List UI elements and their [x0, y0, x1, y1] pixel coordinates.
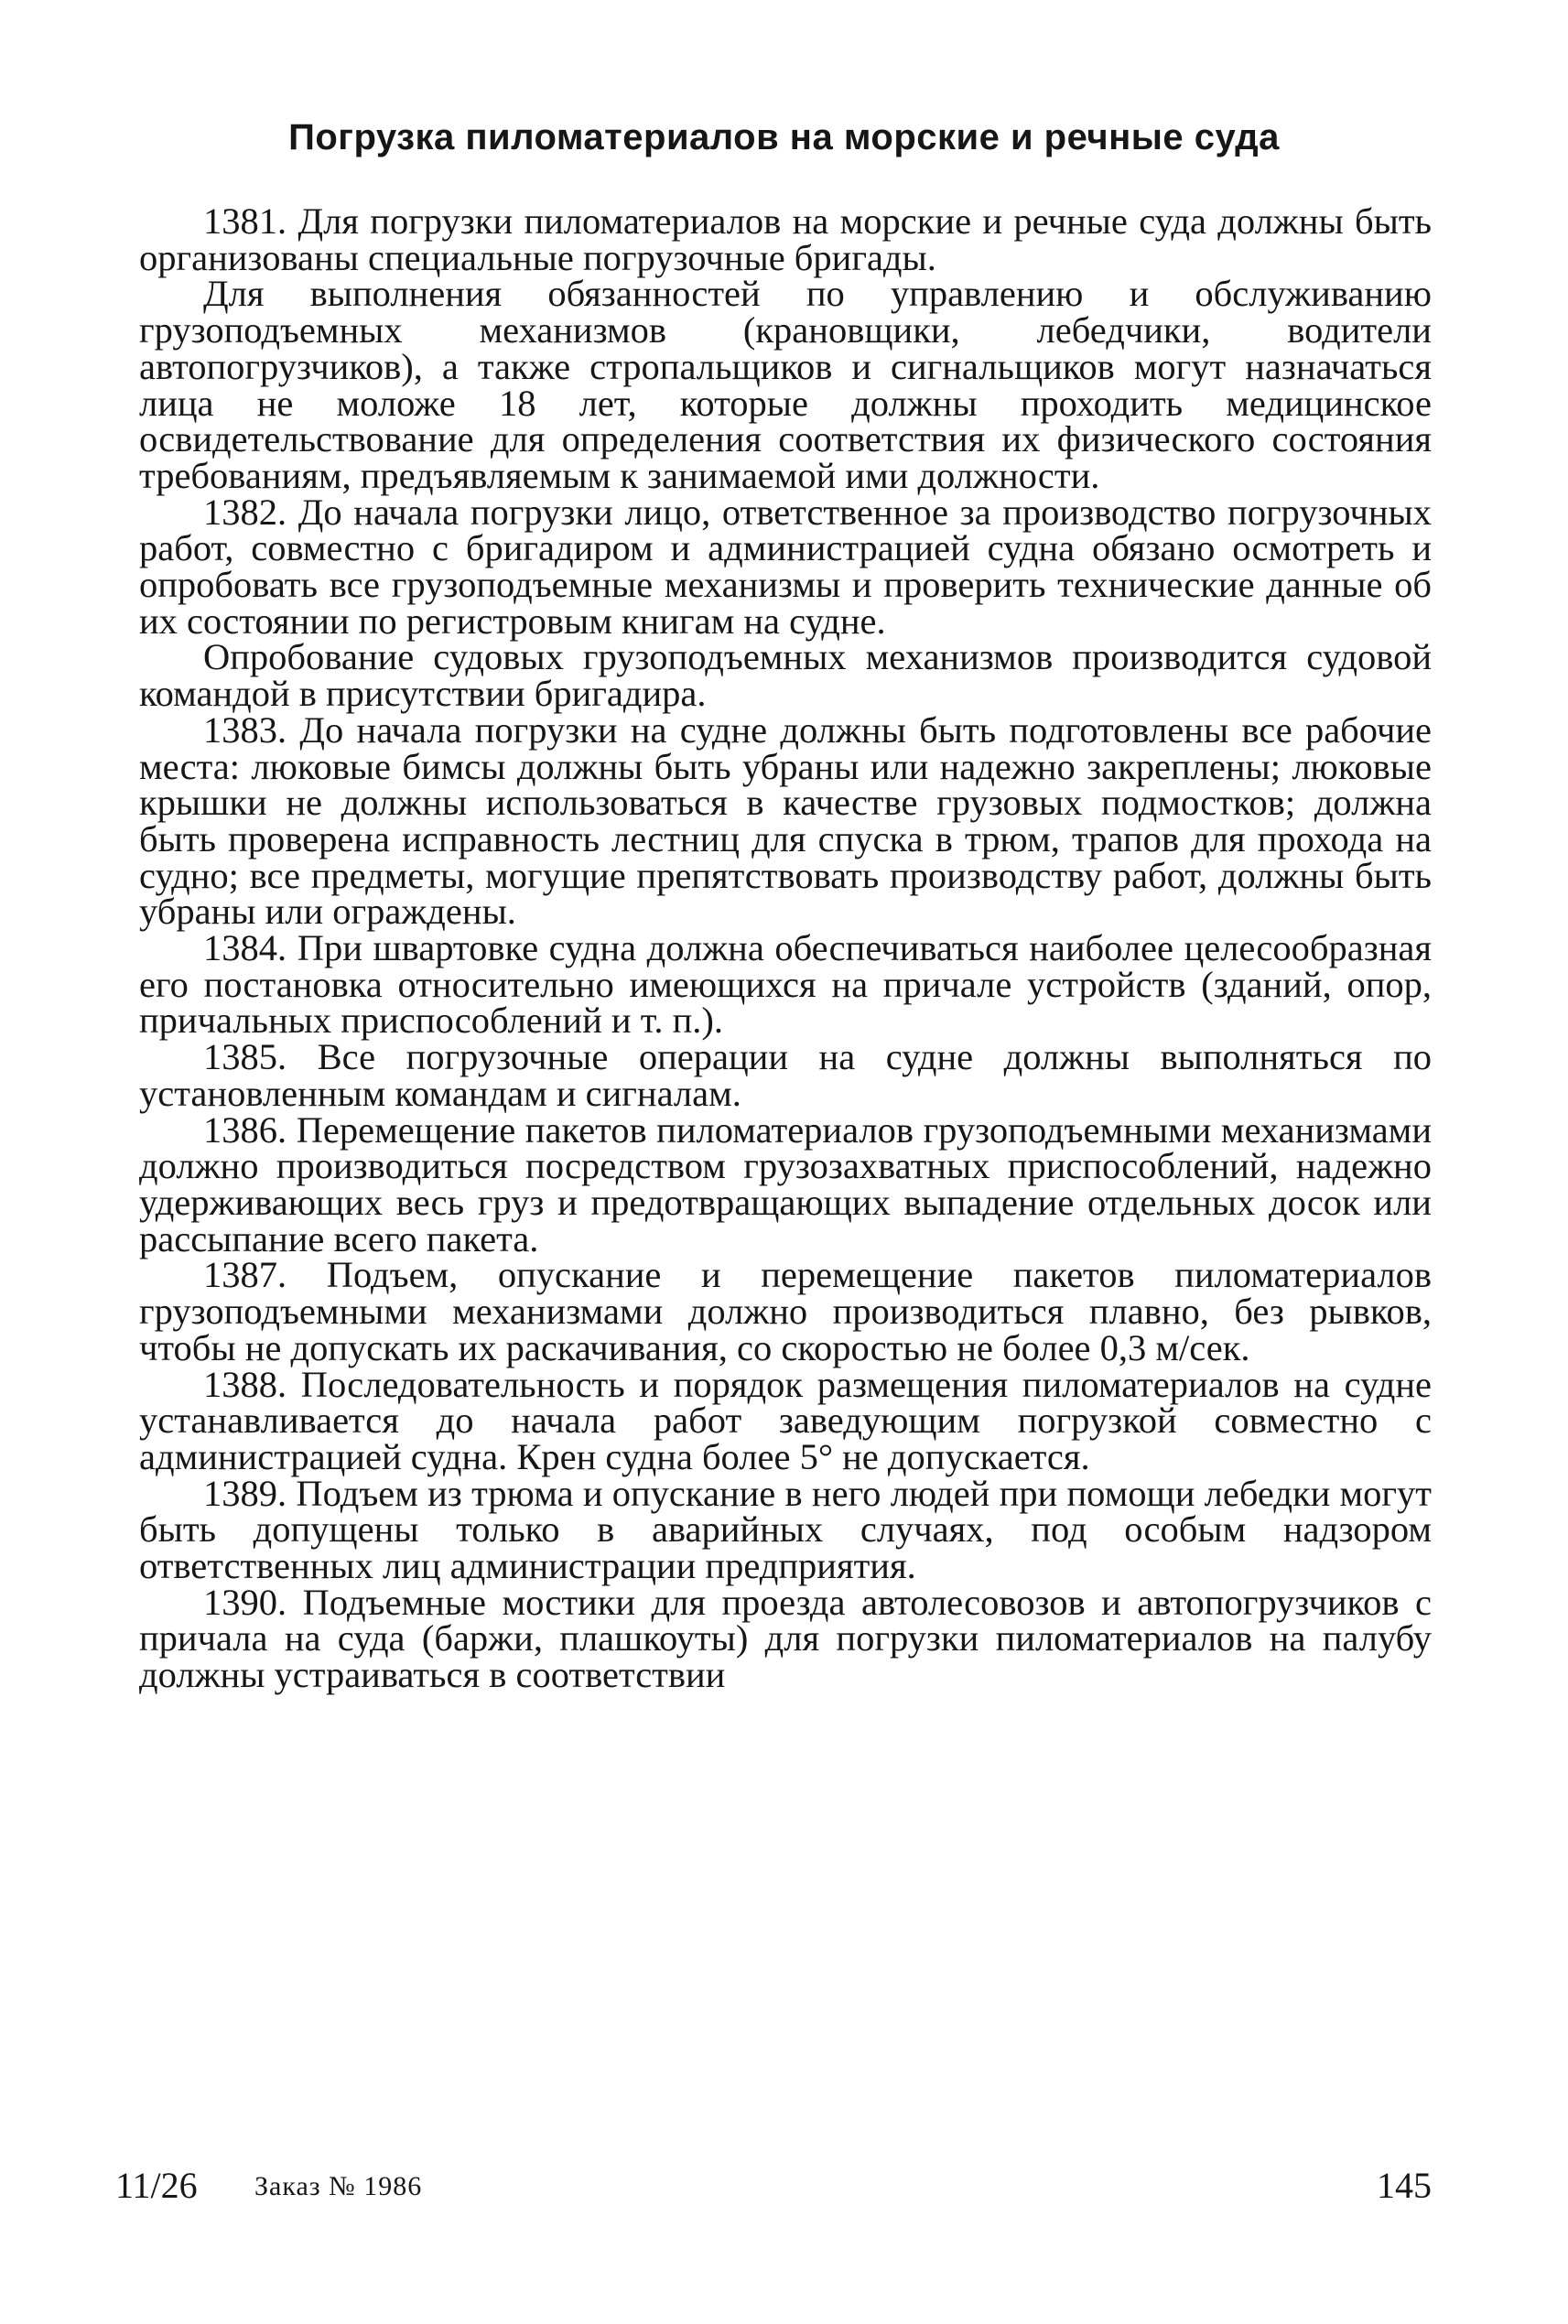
paragraph-1385: 1385. Все погрузочные операции на судне должны выполняться по установленным командам и сигналам.	[139, 1036, 1432, 1114]
printer-signature: 11/26	[115, 2165, 198, 2206]
page-footer	[115, 2164, 1432, 2210]
page-number: 145	[1377, 2165, 1432, 2206]
paragraph-1381-cont: Для выполнения обязанностей по управлению и обслуживанию грузоподъемных механизмов (крановщики, лебедчики, водители автопогрузчиков), а также стропальщиков и сигнальщиков могут назначаться лица не моложе 18 лет, которые должны проходить медицинское освидетельствование для определения соответствия их физического состояния требованиям, предъявляемым к занимаемой ими должности.	[139, 273, 1432, 496]
paragraph-1381: 1381. Для погрузки пиломатериалов на морские и речные суда должны быть организованы специальные погрузочные бригады.	[139, 200, 1432, 278]
order-number: Заказ № 1986	[254, 2171, 423, 2201]
paragraph-1389: 1389. Подъем из трюма и опускание в него людей при помощи лебедки могут быть допущены только в аварийных случаях, под особым надзором ответственных лиц администрации предприятия.	[139, 1472, 1432, 1587]
paragraph-1382: 1382. До начала погрузки лицо, ответственное за производство погрузочных работ, совместно с бригадиром и администрацией судна обязано осмотреть и опробовать все грузоподъемные механизмы и проверить технические данные об их состоянии по регистровым книгам на судне.	[139, 491, 1432, 642]
paragraph-1388: 1388. Последовательность и порядок размещения пиломатериалов на судне устанавливается до начала работ заведующим погрузкой совместно с администрацией судна. Крен судна более 5° не допускается.	[139, 1363, 1432, 1477]
paragraph-1386: 1386. Перемещение пакетов пиломатериалов грузоподъемными механизмами должно производиться посредством грузозахватных приспособлений, надежно удерживающих весь груз и предотвращающих выпадение отдельных досок или рассыпание всего пакета.	[139, 1108, 1432, 1259]
paragraph-1383: 1383. До начала погрузки на судне должны быть подготовлены все рабочие места: люковые бимсы должны быть убраны или надежно закреплены; люковые крышки не должны использоваться в качестве грузовых подмостков; должна быть проверена исправность лестниц для спуска в трюм, трапов для прохода на судно; все предметы, могущие препятствовать производству работ, должны быть убраны или ограждены.	[139, 708, 1432, 933]
paragraph-1390: 1390. Подъемные мостики для проезда автолесовозов и автопогрузчиков с причала на суда (баржи, плашкоуты) для погрузки пиломатериалов на палубу должны устраиваться в соответствии	[139, 1581, 1432, 1696]
paragraph-1384: 1384. При швартовке судна должна обеспечиваться наиболее целесообразная его постановка относительно имеющихся на причале устройств (зданий, опор, причальных приспособлений и т. п.).	[139, 927, 1432, 1042]
paragraph-1382-cont: Опробование судовых грузоподъемных механизмов производится судовой командой в присутствии бригадира.	[139, 636, 1432, 715]
section-heading: Погрузка пиломатериалов на морские и речные суда	[288, 117, 1280, 157]
body-text	[139, 200, 1432, 1696]
paragraph-1387: 1387. Подъем, опускание и перемещение пакетов пиломатериалов грузоподъемными механизмами должно производиться плавно, без рывков, чтобы не допускать их раскачивания, со скоростью не более 0,3 м/сек.	[139, 1254, 1432, 1368]
